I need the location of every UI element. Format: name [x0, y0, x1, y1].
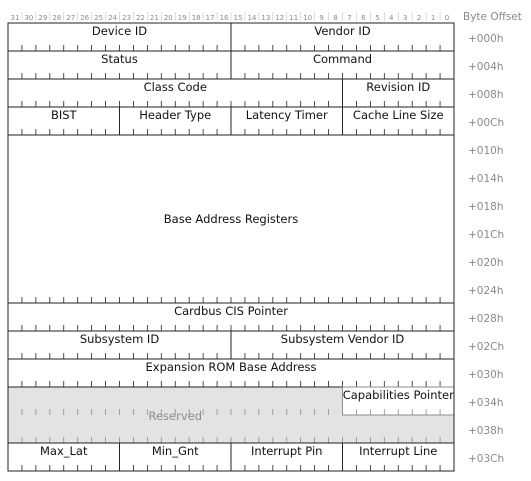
revision-id-field — [343, 79, 455, 107]
header-type-field — [120, 107, 232, 135]
class-code-label: Class Code — [143, 80, 207, 94]
cardbus-cis-pointer-label: Cardbus CIS Pointer — [174, 304, 288, 318]
reserved-label: Reserved — [148, 409, 203, 423]
bit-number: 27 — [66, 14, 76, 22]
byte-offset: +03Ch — [468, 453, 505, 465]
interrupt-line-label: Interrupt Line — [359, 444, 438, 458]
byte-offset: +028h — [468, 313, 504, 325]
bit-number: 20 — [163, 14, 173, 22]
status-field — [8, 51, 231, 79]
subsystem-vendor-id-field — [231, 331, 454, 359]
bit-number: 16 — [219, 14, 229, 22]
max-lat-label: Max_Lat — [40, 444, 88, 458]
byte-offset: +004h — [468, 61, 504, 73]
bit-number: 14 — [247, 14, 257, 22]
interrupt-line-field — [343, 443, 455, 471]
interrupt-pin-field — [231, 443, 343, 471]
bit-number: 28 — [52, 14, 62, 22]
cache-line-size-field — [343, 107, 455, 135]
bit-number: 31 — [10, 14, 20, 22]
command-field — [231, 51, 454, 79]
byte-offset: +01Ch — [468, 229, 505, 241]
byte-offset: +010h — [468, 145, 504, 157]
byte-offset: +00Ch — [468, 117, 505, 129]
command-label: Command — [312, 52, 373, 66]
device-id-field — [8, 23, 231, 51]
base-address-registers-field — [8, 135, 454, 303]
bit-number: 19 — [177, 14, 187, 22]
byte-offset: +034h — [468, 397, 504, 409]
byte-offset: +030h — [468, 369, 504, 381]
bit-number: 7 — [347, 14, 352, 22]
bit-number: 13 — [261, 14, 271, 22]
vendor-id-field — [231, 23, 454, 51]
subsystem-vendor-id-label: Subsystem Vendor ID — [280, 332, 405, 346]
interrupt-pin-label: Interrupt Pin — [251, 444, 323, 458]
bist-label: BIST — [50, 108, 77, 122]
max-lat-field — [8, 443, 120, 471]
bist-field — [8, 107, 120, 135]
bit-number: 0 — [444, 14, 450, 22]
bit-number: 30 — [24, 14, 34, 22]
bit-number: 21 — [149, 14, 159, 22]
cache-line-size-label: Cache Line Size — [352, 108, 444, 122]
latency-timer-field — [231, 107, 343, 135]
capabilities-pointer-label: Capabilities Pointer — [342, 388, 454, 402]
header-type-label: Header Type — [139, 108, 212, 122]
register-fields — [8, 23, 454, 471]
byte-offset-column — [468, 33, 504, 465]
byte-offset-header: Byte Offset — [463, 11, 522, 23]
bit-number: 17 — [205, 14, 215, 22]
device-id-label: Device ID — [91, 24, 148, 38]
bit-number: 6 — [361, 14, 366, 22]
bit-number: 26 — [80, 14, 90, 22]
latency-timer-label: Latency Timer — [245, 108, 328, 122]
byte-offset: +038h — [468, 425, 504, 437]
revision-id-label: Revision ID — [366, 80, 431, 94]
bit-number: 18 — [191, 14, 201, 22]
bit-number-header — [11, 12, 450, 22]
capabilities-pointer-field — [343, 387, 455, 415]
byte-offset: +02Ch — [468, 341, 505, 353]
byte-offset: +024h — [468, 285, 504, 297]
bit-number: 23 — [122, 14, 131, 22]
bit-number: 29 — [38, 14, 48, 22]
byte-offset: +000h — [468, 33, 504, 45]
bit-number: 8 — [333, 14, 338, 22]
bit-number: 22 — [135, 14, 145, 22]
bit-number: 15 — [233, 14, 243, 22]
min-gnt-field — [120, 443, 232, 471]
byte-offset: +008h — [468, 89, 504, 101]
bit-number: 12 — [275, 14, 285, 22]
expansion-rom-base-address-label: Expansion ROM Base Address — [145, 360, 317, 374]
min-gnt-label: Min_Gnt — [151, 444, 199, 458]
subsystem-id-label: Subsystem ID — [79, 332, 160, 346]
bit-number: 11 — [289, 14, 299, 22]
bit-number: 25 — [94, 14, 104, 22]
bit-number: 4 — [389, 14, 394, 22]
base-address-registers-label: Base Address Registers — [163, 212, 299, 226]
vendor-id-label: Vendor ID — [314, 24, 371, 38]
bit-number: 9 — [319, 14, 324, 22]
byte-offset: +018h — [468, 201, 504, 213]
bit-number: 5 — [375, 14, 380, 22]
bit-number: 24 — [108, 14, 117, 22]
byte-offset: +020h — [468, 257, 504, 269]
cardbus-cis-pointer-field — [8, 303, 454, 331]
expansion-rom-base-address-field — [8, 359, 454, 387]
bit-number: 10 — [303, 14, 313, 22]
bit-number: 2 — [416, 14, 422, 22]
class-code-field — [8, 79, 343, 107]
bit-number: 1 — [430, 14, 436, 22]
bit-number: 3 — [402, 14, 408, 22]
status-label: Status — [101, 52, 138, 66]
byte-offset: +014h — [468, 173, 504, 185]
subsystem-id-field — [8, 331, 231, 359]
